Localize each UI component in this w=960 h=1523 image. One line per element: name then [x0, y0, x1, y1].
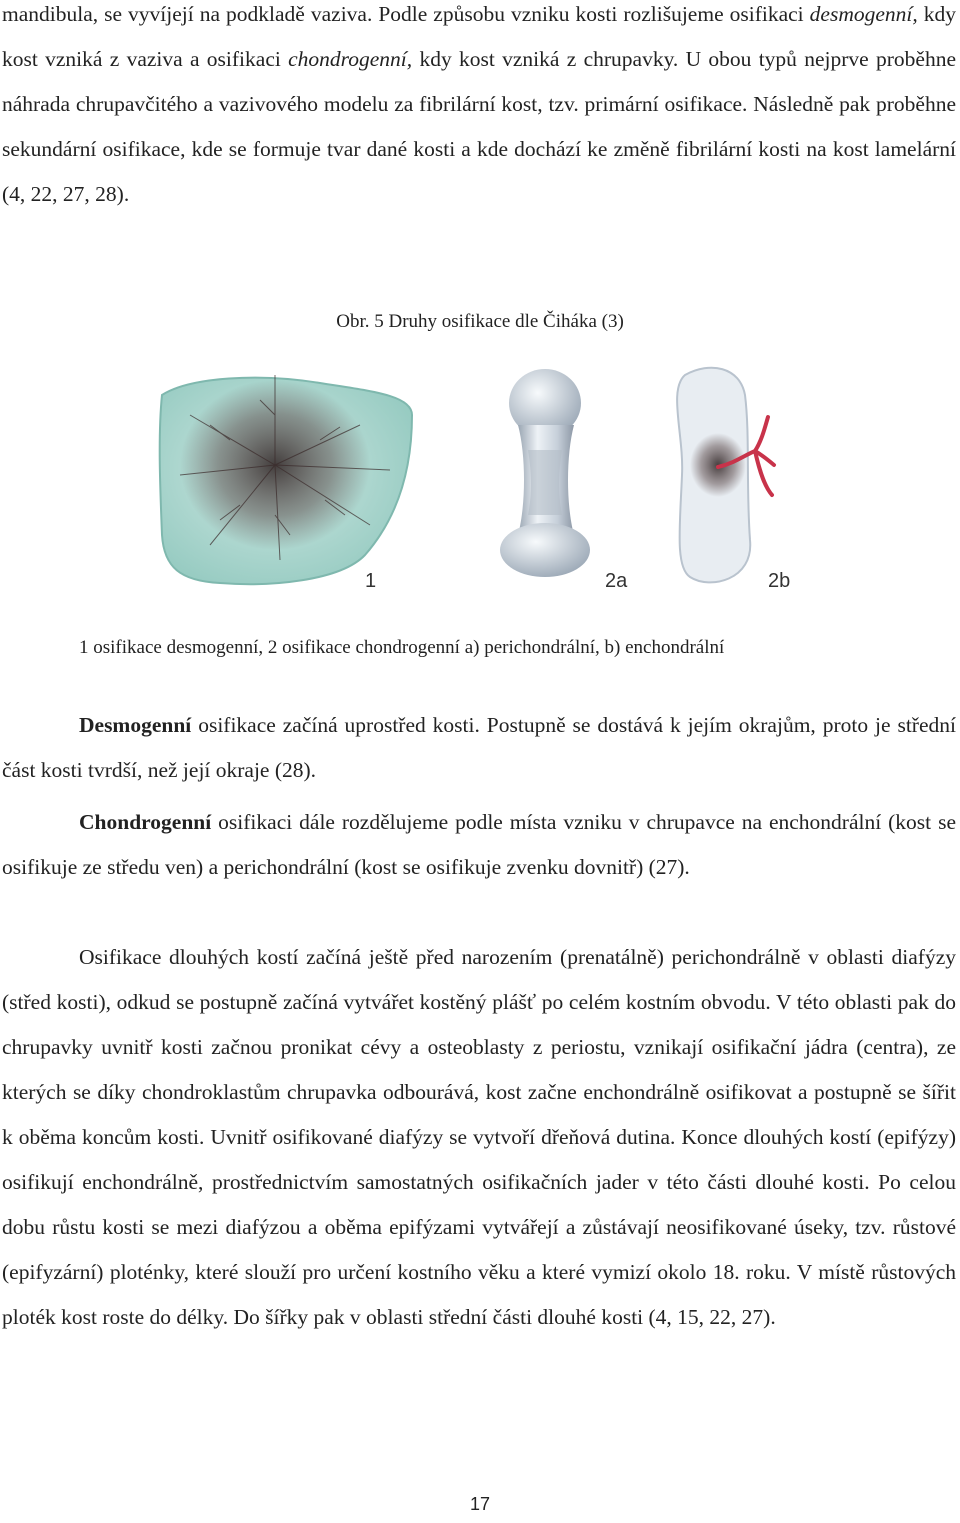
- term-desmogenni: desmogenní,: [809, 2, 918, 26]
- term-chondrogenni-bold: Chondrogenní: [79, 810, 212, 834]
- figure-caption: Obr. 5 Druhy osifikace dle Čiháka (3): [336, 311, 624, 332]
- paragraph-desmogenni: Desmogenní osifikace začíná uprostřed kosti. Postupně se dostává k jejím okrajům, proto je střední část kosti tvrdší, než její okraje (28).: [2, 713, 956, 782]
- term-chondrogenni: chondrogenní,: [288, 47, 413, 71]
- ossification-figure: [150, 355, 810, 595]
- paragraph-dlouhe-kosti: Osifikace dlouhých kostí začíná ještě před narozením (prenatálně) perichondrálně v oblasti diafýzy (střed kosti), odkud se postupně začíná vytvářet kostěný plášť po celém kostním obvodu. V této oblasti pak do chrupavky uvnitř kosti začnou pronikat cévy a osteoblasty z periostu, vznikají osifikační jádra (centra), ze kterých se díky chondroklastům chrupavka odbourává, kost začne enchondrálně osifikovat a postupně se šířit k oběma koncům kosti. Uvnitř osifikované diafýzy se vytvoří dřeňová dutina. Konce dlouhých kostí (epifýzy) osifikují enchondrálně, prostřednictvím samostatných osifikačních jader v této části dlouhé kosti. Po celou dobu růstu kosti se mezi diafýzou a oběma epifýzami vytvářejí a zůstávají neosifikované úseky, tzv. růstové (epifyzární) ploténky, které slouží pro určení kostního věku a které vymizí okolo 18. roku. V místě růstových ploték kost roste do délky. Do šířky pak v oblasti střední části dlouhé kosti (4, 15, 22, 27).: [2, 945, 956, 1329]
- label-1: 1: [365, 570, 377, 592]
- label-2a: 2a: [605, 570, 628, 592]
- paragraph-intro: mandibula, se vyvíjejí na podkladě vaziva. Podle způsobu vzniku kosti rozlišujeme osifikaci desmogenní, kdy kost vzniká z vaziva a osifikaci chondrogenní, kdy kost vzniká z chrupavky. U obou typů nejprve proběhne náhrada chrupavčitého a vazivového modelu za fibrilární kost, tzv. primární osifikace. Následně pak proběhne sekundární osifikace, kde se formuje tvar dané kosti a kde dochází ke změně fibrilární kosti na kost lamelární (4, 22, 27, 28).: [2, 2, 956, 206]
- term-desmogenni-bold: Desmogenní: [79, 713, 192, 737]
- paragraph-chondrogenni: Chondrogenní osifikaci dále rozdělujeme podle místa vzniku v chrupavce na enchondrální (kost se osifikuje ze středu ven) a perichondrální (kost se osifikuje zvenku dovnitř) (27).: [2, 810, 956, 879]
- page-number: 17: [469, 1494, 491, 1514]
- desmogenic-sample: [160, 375, 412, 584]
- ossification-illustration: [150, 355, 810, 595]
- perichondral-sample: [500, 369, 590, 577]
- figure-legend: 1 osifikace desmogenní, 2 osifikace chondrogenní a) perichondrální, b) enchondrální: [79, 637, 725, 658]
- label-2b: 2b: [768, 570, 791, 592]
- enchondral-sample: [677, 368, 774, 583]
